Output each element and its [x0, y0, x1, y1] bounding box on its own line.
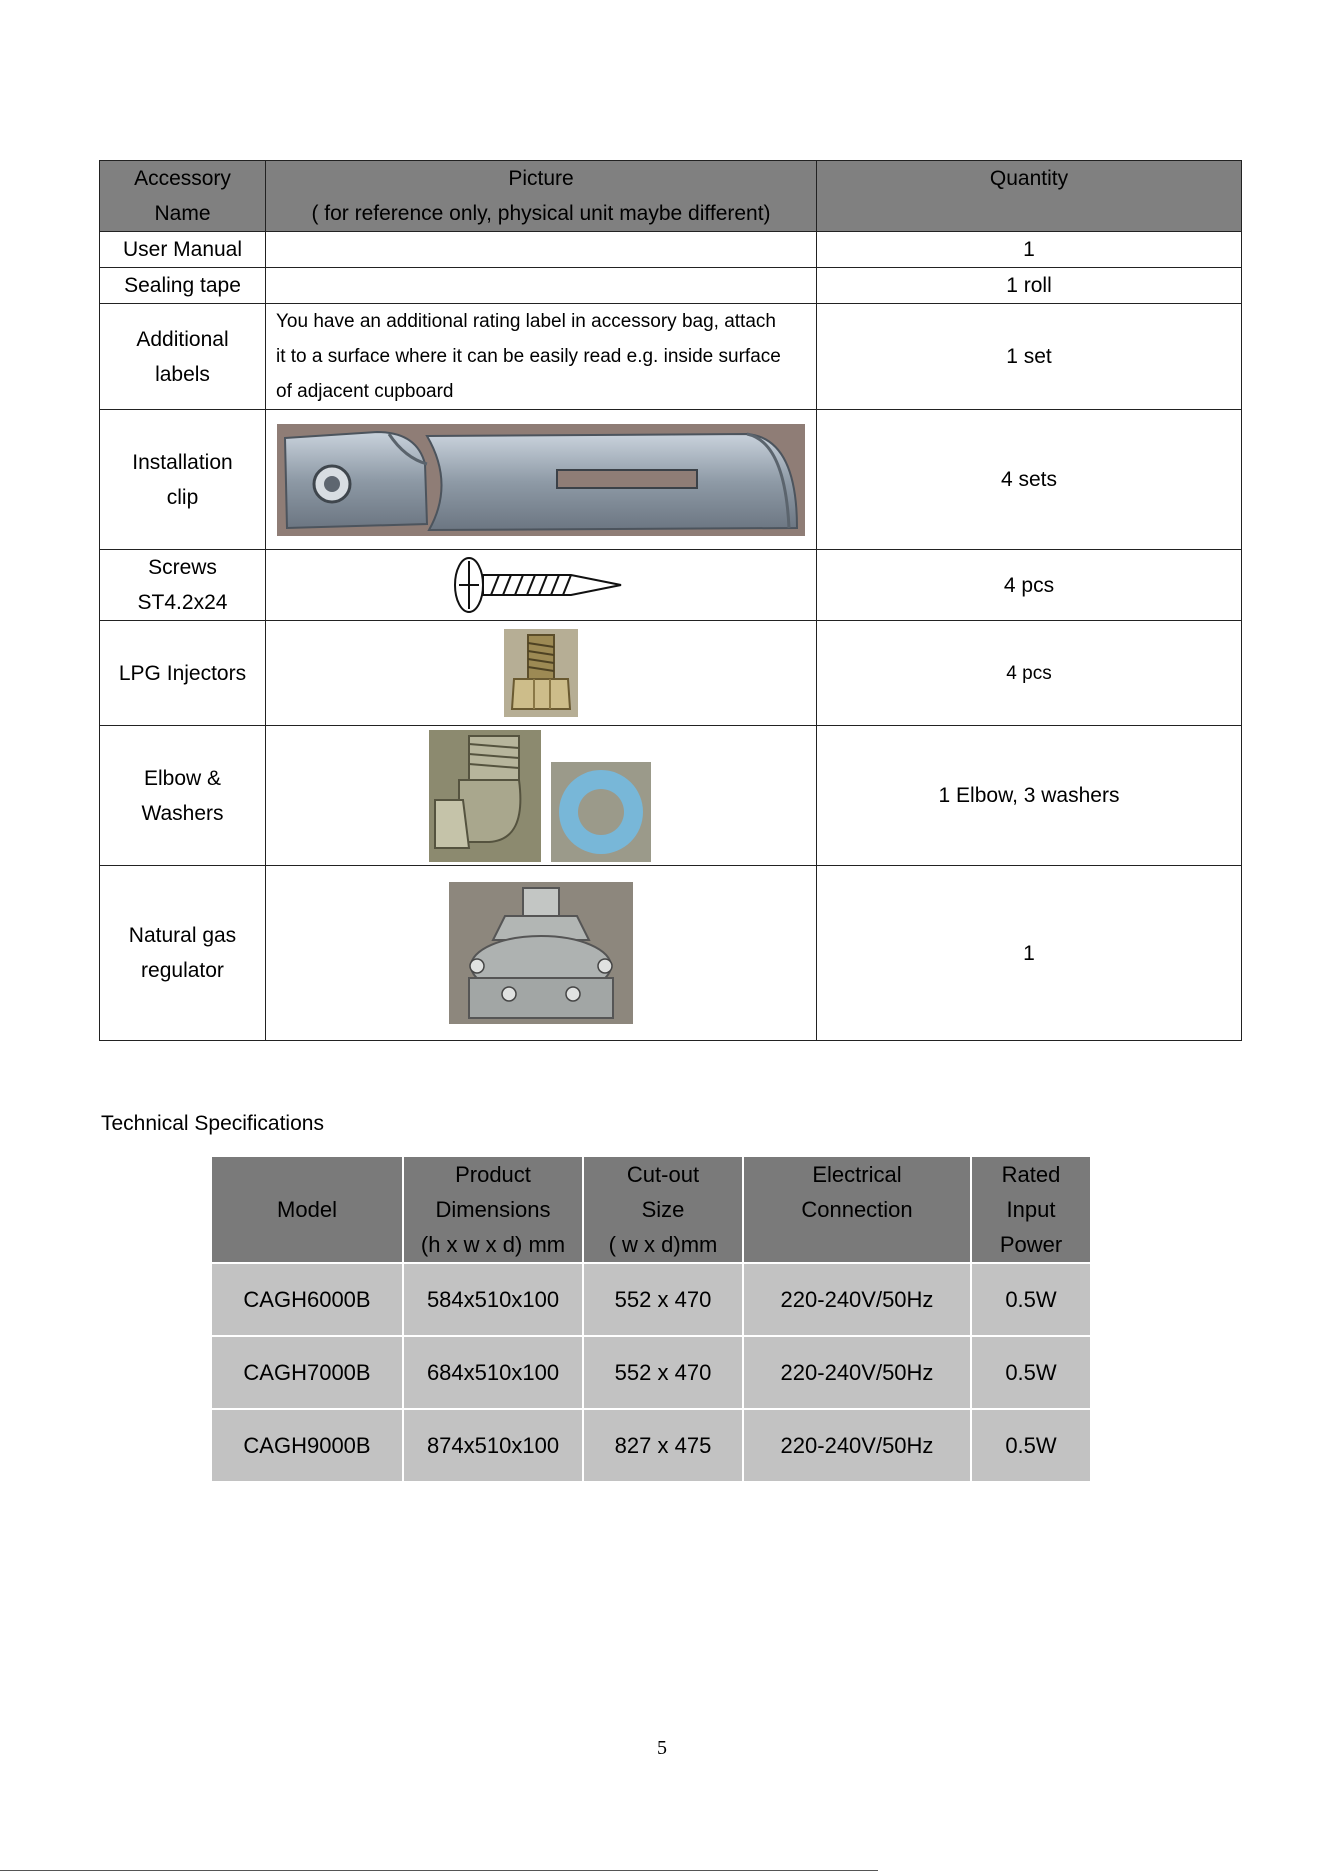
accessory-picture: [266, 866, 817, 1041]
table-row: [211, 1409, 1091, 1482]
table-row: [211, 1336, 1091, 1409]
header-accessory-name: [100, 161, 266, 232]
header-picture-line2: ( for reference only, physical unit maybe different): [311, 202, 771, 225]
spec-table: [210, 1155, 1092, 1483]
header-elec-line2: Connection: [801, 1197, 913, 1222]
table-row: [211, 1263, 1091, 1336]
accessory-name: [100, 550, 266, 621]
accessory-quantity: 1: [817, 232, 1242, 268]
rating-label-note: [266, 304, 817, 410]
table-row: [100, 232, 1242, 268]
table-row: [100, 726, 1242, 866]
accessory-name-line2: ST4.2x24: [137, 591, 228, 614]
spec-power: 0.5W: [971, 1409, 1091, 1482]
footer-rule: [0, 1870, 878, 1871]
accessory-name: [100, 410, 266, 550]
accessory-name: Sealing tape: [100, 268, 266, 304]
accessory-name-line1: Natural gas: [128, 924, 237, 947]
header-name-line2: Name: [154, 202, 211, 225]
accessory-name-line2: Washers: [141, 801, 224, 825]
header-picture: [266, 161, 817, 232]
header-cut-line2: Size: [641, 1197, 685, 1222]
spec-model: CAGH6000B: [211, 1263, 403, 1336]
accessory-name-line1: Additional: [136, 327, 229, 351]
spec-cutout: 827 x 475: [583, 1409, 743, 1482]
accessory-header-row: [100, 161, 1242, 232]
accessory-picture: [266, 550, 817, 621]
header-quantity-label: Quantity: [989, 167, 1069, 190]
header-cut-line1: Cut-out: [626, 1162, 700, 1187]
spec-section-title: Technical Specifications: [101, 1112, 324, 1135]
accessory-name-line1: Screws: [148, 556, 217, 579]
table-row: [100, 410, 1242, 550]
spec-electrical: 220-240V/50Hz: [743, 1409, 971, 1482]
header-model: Model: [211, 1156, 403, 1263]
header-power-line2: Input: [1006, 1197, 1056, 1222]
accessory-table: [99, 160, 1242, 1041]
accessory-picture: [266, 621, 817, 726]
table-row: [100, 621, 1242, 726]
header-cut-line3: ( w x d)mm: [608, 1232, 718, 1257]
accessory-picture: [266, 268, 817, 304]
note-line3: of adjacent cupboard: [276, 381, 454, 402]
accessory-name: LPG Injectors: [100, 621, 266, 726]
header-picture-line1: Picture: [508, 167, 574, 190]
accessory-name-line2: labels: [155, 362, 210, 386]
header-electrical: [743, 1156, 971, 1263]
accessory-quantity: 4 pcs: [817, 550, 1242, 621]
accessory-name-line1: Installation: [132, 450, 233, 474]
accessory-quantity: 1 set: [817, 304, 1242, 410]
gas-regulator-image: [449, 882, 633, 1024]
spec-model: CAGH9000B: [211, 1409, 403, 1482]
accessory-quantity: 1 Elbow, 3 washers: [817, 726, 1242, 866]
accessory-name: [100, 304, 266, 410]
spec-dimensions: 584x510x100: [403, 1263, 583, 1336]
spec-electrical: 220-240V/50Hz: [743, 1336, 971, 1409]
note-line1: You have an additional rating label in accessory bag, attach: [276, 311, 776, 332]
spec-power: 0.5W: [971, 1263, 1091, 1336]
header-quantity: [817, 161, 1242, 232]
accessory-quantity: 4 sets: [817, 410, 1242, 550]
header-cutout: [583, 1156, 743, 1263]
header-power-line1: Rated: [1001, 1162, 1061, 1187]
spec-cutout: 552 x 470: [583, 1336, 743, 1409]
spec-header-row: [211, 1156, 1091, 1263]
accessory-name-line2: regulator: [141, 959, 224, 982]
header-elec-line1: Electrical: [812, 1162, 902, 1187]
header-name-line1: Accessory: [134, 167, 231, 190]
header-dims-line2: Dimensions: [435, 1197, 551, 1222]
page-number: 5: [657, 1737, 667, 1759]
accessory-picture: [266, 232, 817, 268]
spec-power: 0.5W: [971, 1336, 1091, 1409]
screw-icon: [451, 555, 631, 615]
accessory-name-line1: Elbow &: [143, 766, 222, 790]
header-dims-line3: (h x w x d) mm: [420, 1232, 566, 1257]
accessory-quantity: 1: [817, 866, 1242, 1041]
installation-clip-image: [277, 424, 805, 536]
table-row: [100, 550, 1242, 621]
accessory-picture: [266, 726, 817, 866]
lpg-injector-image: [504, 629, 578, 717]
accessory-name: User Manual: [100, 232, 266, 268]
accessory-name: [100, 726, 266, 866]
accessory-name: [100, 866, 266, 1041]
header-power-line3: Power: [999, 1232, 1063, 1257]
accessory-quantity: 1 roll: [817, 268, 1242, 304]
accessory-picture: [266, 410, 817, 550]
spec-model: CAGH7000B: [211, 1336, 403, 1409]
table-row: [100, 304, 1242, 410]
spec-cutout: 552 x 470: [583, 1263, 743, 1336]
table-row: [100, 866, 1242, 1041]
elbow-and-washer-image: [429, 730, 653, 862]
accessory-name-line2: clip: [166, 485, 199, 509]
accessory-quantity: 4 pcs: [817, 621, 1242, 726]
header-dimensions: [403, 1156, 583, 1263]
spec-dimensions: 684x510x100: [403, 1336, 583, 1409]
spec-electrical: 220-240V/50Hz: [743, 1263, 971, 1336]
spec-dimensions: 874x510x100: [403, 1409, 583, 1482]
header-power: [971, 1156, 1091, 1263]
table-row: [100, 268, 1242, 304]
header-dims-line1: Product: [455, 1162, 531, 1187]
note-line2: it to a surface where it can be easily read e.g. inside surface: [276, 346, 781, 367]
